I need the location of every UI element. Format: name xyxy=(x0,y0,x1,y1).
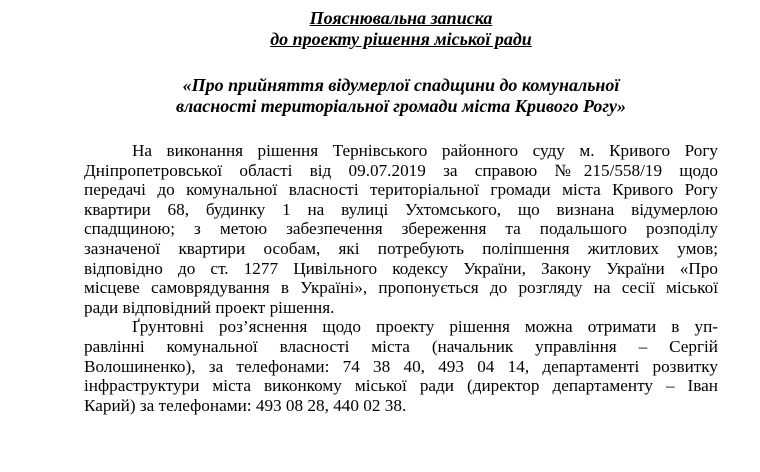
body-line: квартири 68, будинку 1 на вулиці Ухтомського, що визнана відумерлою xyxy=(84,199,718,219)
body-line: інфраструктури міста виконкому міської ради (директор департаменту – Іван xyxy=(84,376,718,396)
body-line: місцеве самоврядування в Україні», пропонується до розгляду на сесії міської xyxy=(84,278,718,298)
body-line: Дніпропетровської області від 09.07.2019 за справою №215/558/19 щодо xyxy=(84,160,718,180)
body-line: равлінні комунальної власності міста (начальник управління – Сергій xyxy=(84,336,718,356)
heading-title: Пояснювальна записка xyxy=(309,8,493,28)
document-body xyxy=(84,141,718,415)
body-line: відповідно до ст. 1277 Цивільного кодексу України, Закону України «Про xyxy=(84,258,718,278)
body-line: Волошиненко), за телефонами: 74 38 40, 493 04 14, департаменті розвитку xyxy=(84,356,718,376)
body-line: зазначеної квартири особам, які потребують поліпшення житлових умов; xyxy=(84,238,718,258)
body-line: спадщиною; з метою забезпечення збереження та подальшого розподілу xyxy=(84,219,718,239)
subject-line: «Про прийняття відумерлої спадщини до комунальної xyxy=(182,75,620,95)
body-line: передачі до комунальної власності територіальної громади міста Кривого Рогу xyxy=(84,180,718,200)
body-line: На виконання рішення Тернівського районного суду м. Кривого Рогу xyxy=(132,141,718,160)
body-line: Карий) за телефонами: 493 08 28, 440 02 38. xyxy=(84,395,407,415)
body-line: ради відповідний проект рішення. xyxy=(84,297,335,317)
document-subject xyxy=(84,75,718,117)
body-line: Ґрунтовні роз’яснення щодо проекту рішення можна отримати в уп- xyxy=(132,317,718,337)
document-heading xyxy=(84,8,718,50)
paragraph-contacts xyxy=(84,317,718,415)
subject-line: власності територіальної громади міста Кривого Рогу» xyxy=(176,96,626,116)
paragraph-execution xyxy=(84,141,718,317)
heading-subtitle: до проекту рішення міської ради xyxy=(270,29,532,49)
document-page xyxy=(84,8,718,415)
